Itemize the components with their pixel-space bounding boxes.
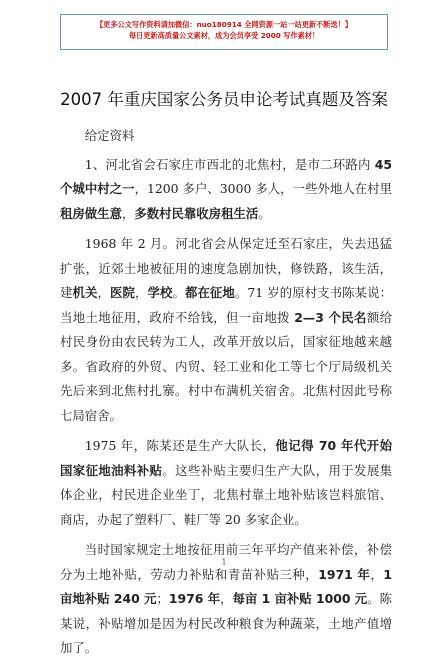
bold-span: 45 个城中村之一 (60, 156, 392, 196)
paragraph-2 (60, 232, 392, 428)
bold-span: 学校 (147, 285, 173, 300)
text-span: 1975 年，陈某还是生产大队长， (84, 438, 276, 453)
text-span: 1、河北省会石家庄市西北的北焦村，是市二环路内 (84, 156, 375, 172)
text-span: 1968 年 2 月。河北省会从保定迁至石家庄，失去迅猛扩张，近郊土地被征用的速度急剧加快，修铁路，该生活，建 (60, 236, 392, 300)
text-span: ， (370, 566, 384, 582)
bold-span: 机关 (72, 285, 98, 300)
page-number: 1 (221, 558, 227, 567)
text-span: 。 (172, 285, 185, 300)
text-span: 。这些补贴主要归生产大队，用于发展集体企业，村民进企业坐丁，北焦村靠土地补贴该岂料旅馆、商店，办起了塑料厂、鞋厂等 20 多家企业。 (60, 462, 393, 527)
document-body (60, 124, 392, 667)
text-span: 。71 岁的原村支书陈某说：当地土地征用，政府不给钱，但一亩地拨 (60, 285, 393, 325)
bold-span: 每亩 1 亩补贴 1000 元 (232, 591, 368, 606)
text-span: ； (156, 591, 169, 606)
paragraph-4 (60, 538, 392, 661)
text-span: ， (97, 285, 110, 300)
paragraph-1 (60, 153, 392, 227)
text-span: 。 (258, 205, 271, 221)
ad-banner (60, 14, 388, 50)
text-span: ，1200 多户、3000 多人，一些外地人在村里 (134, 181, 392, 196)
bold-span: 1 亩地补贴 240 元 (60, 566, 393, 606)
paragraph-3 (60, 434, 392, 532)
bold-span: 1971 年 (318, 566, 371, 582)
bold-span: 医院 (109, 285, 135, 300)
text-span: ， (220, 591, 233, 606)
bold-span: 多数村民靠收房租生活 (134, 205, 259, 221)
bold-span: 2—3 个民名 (294, 309, 367, 325)
text-span: 额给村民身份由农民转为工人，改革开放以后，国家征地越来越多。省政府的外贸、内贸、轻工业和化工等七个厅局级机关先后来到北焦村扎寨。村中布满机关宿舍。北焦村因此号称七局宿舍。 (60, 309, 392, 423)
bold-span: 他记得 70 年代开始国家征地油料补贴 (60, 438, 392, 478)
text-span: ， (121, 205, 135, 221)
text-span: ， (134, 285, 148, 300)
document-title: 2007 年重庆国家公务员申论考试真题及答案 (60, 90, 388, 109)
text-span: 。陈某说，补贴增加是因为村民改种粮食为种蔬菜，土地产值增加了。 (60, 591, 393, 655)
text-span: 当时国家规定土地按征用前三年平均产值来补偿，补偿分为土地补贴，劳动力补贴和青苗补贴三种， (60, 542, 392, 582)
bold-span: 1976 年 (168, 591, 221, 606)
bold-span: 租房做生意 (60, 205, 122, 221)
banner-line-1: 【更多公文写作资料请加微信：nuo180914 全网资源一站一站更新不断迭！】 (95, 20, 353, 29)
section-heading: 给定资料 (84, 128, 135, 143)
bold-span: 都在征地 (184, 285, 235, 300)
banner-line-2: 每日更新高质量公文素材，成为会员享受 2000 写作素材！ (128, 31, 320, 40)
